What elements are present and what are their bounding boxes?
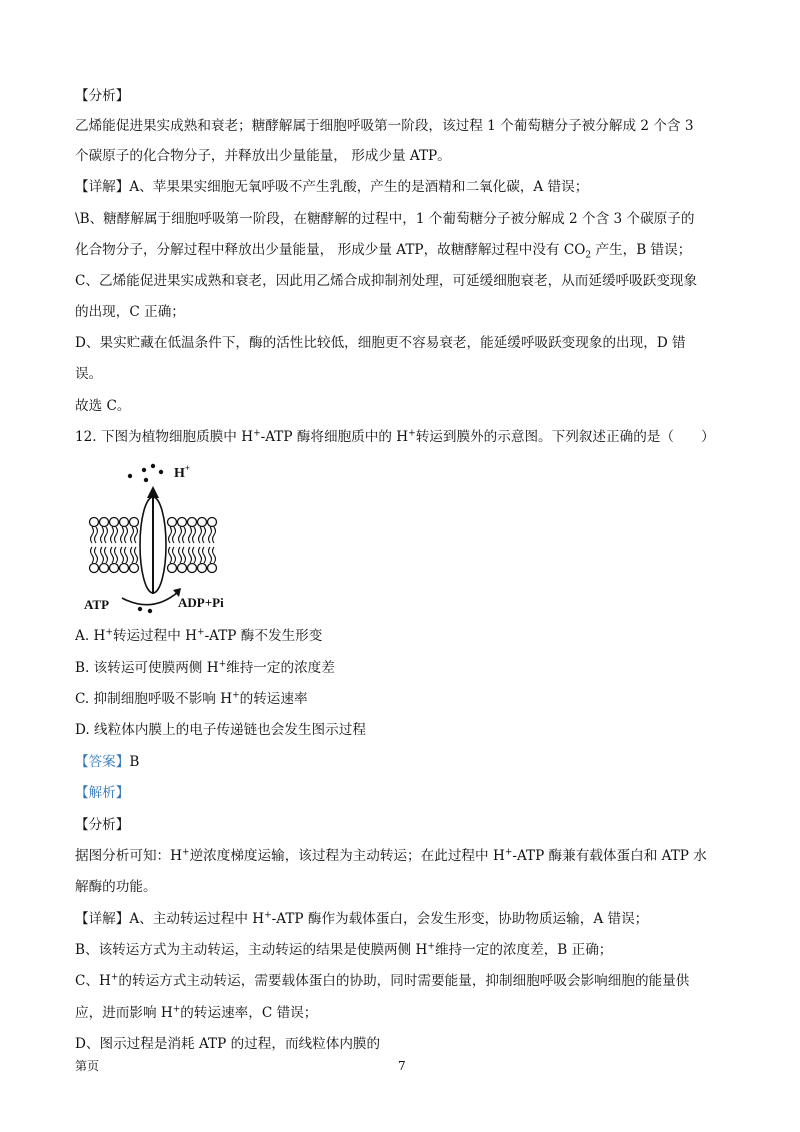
h-plus-sup: + xyxy=(253,428,261,439)
detail2-part: B、该转运方式为主动转运，主动转运的结果是使膜两侧 H xyxy=(75,942,428,958)
detail-b-1: \B、糖酵解属于细胞呼吸第一阶段，在糖酵解的过程中，1 个葡萄糖分子被分解成 2 个含 3 个碳原子的 xyxy=(75,211,695,227)
h-ion-dot xyxy=(138,607,142,611)
h-plus-sup: + xyxy=(197,627,205,638)
analysis2-part: 据图分析可知：H xyxy=(75,848,183,864)
atp-hydrolysis-arrow xyxy=(122,592,178,605)
detail-b-2 xyxy=(75,240,691,260)
h-plus-sup: + xyxy=(427,941,435,952)
answer-label: 【答案】 xyxy=(75,754,130,770)
membrane-diagram xyxy=(82,456,252,616)
jiexi-heading: 【解析】 xyxy=(75,785,130,801)
detail-c-1: C、乙烯能促进果实成熟和衰老，因此用乙烯合成抑制剂处理，可延缓细胞衰老，从而延缓呼吸跃变现象 xyxy=(75,273,698,289)
atp-label: ATP xyxy=(84,597,110,612)
detail2-part: -ATP 酶作为载体蛋白，会发生形变，协助物质运输，A 错误； xyxy=(271,911,649,927)
h-ion-dot xyxy=(142,468,146,472)
stem-part-a: 12. 下图为植物细胞质膜中 H xyxy=(75,429,254,445)
h-plus-sup: + xyxy=(232,690,240,701)
detail-b-2-post: 产生，B 错误； xyxy=(591,242,692,258)
h-plus-sup: + xyxy=(264,910,272,921)
analysis2-part: -ATP 酶兼有载体蛋白和 ATP 水 xyxy=(512,848,707,864)
h-plus-sup: + xyxy=(105,627,113,638)
detail2-b xyxy=(75,940,612,960)
h-plus-sup: + xyxy=(182,847,190,858)
adp-pi-label: ADP+Pi xyxy=(178,595,224,610)
analysis2-part: 逆浓度梯度运输，该过程为主动转运；在此过程中 H xyxy=(189,848,505,864)
h-plus-sup: + xyxy=(408,428,416,439)
choice-line: 故选 C。 xyxy=(75,398,131,414)
detail-c-2: 的出现，C 正确； xyxy=(75,304,185,320)
answer-line xyxy=(75,752,139,772)
analysis-text-1: 乙烯能促进果实成熟和衰老；糖酵解属于细胞呼吸第一阶段，该过程 1 个葡萄糖分子被分解成 2 个含 3 xyxy=(75,118,694,134)
footer-label: 第页 xyxy=(75,1059,100,1073)
question-12-stem xyxy=(75,427,715,447)
detail2-c-2 xyxy=(75,1003,317,1023)
detail2-part: 的转运速率，C 错误； xyxy=(180,1005,318,1021)
transport-arrow-head xyxy=(147,486,159,498)
detail2-c-1 xyxy=(75,971,689,991)
detail-d-1: D、果实贮藏在低温条件下，酶的活性比较低，细胞更不容易衰老，能延缓呼吸跃变现象的出现，D 错 xyxy=(75,335,686,351)
h-ion-dot xyxy=(151,464,155,468)
page-number: 7 xyxy=(398,1059,406,1073)
option-a-part: A. H xyxy=(75,628,106,644)
stem-part-b: -ATP 酶将细胞质中的 H xyxy=(260,429,409,445)
detail2-a xyxy=(75,909,648,929)
analysis-heading-1: 【分析】 xyxy=(75,88,130,104)
option-b-part: B. 该转运可使膜两侧 H xyxy=(75,660,219,676)
option-c-part: C. 抑制细胞呼吸不影响 H xyxy=(75,691,233,707)
option-c xyxy=(75,689,308,709)
analysis-text-2: 个碳原子的化合物分子，并释放出少量能量， 形成少量 ATP。 xyxy=(75,148,451,164)
option-b xyxy=(75,658,335,678)
h-ion-dot xyxy=(148,609,152,613)
option-b-part: 维持一定的浓度差 xyxy=(226,660,335,676)
analysis-heading-2: 【分析】 xyxy=(75,817,130,833)
option-a-part: 转运过程中 H xyxy=(112,628,198,644)
option-d: D. 线粒体内膜上的电子传递链也会发生图示过程 xyxy=(75,722,366,738)
detail2-d: D、图示过程是消耗 ATP 的过程，而线粒体内膜的 xyxy=(75,1036,381,1052)
detail-b-2-pre: 化合物分子，分解过程中释放出少量能量， 形成少量 ATP，故糖酵解过程中没有 CO xyxy=(75,242,586,258)
detail2-part: 的转运方式主动转运，需要载体蛋白的协助，同时需要能量，抑制细胞呼吸会影响细胞的能量供 xyxy=(118,973,690,989)
analysis2-text-2: 解酶的功能。 xyxy=(75,879,157,895)
detail2-part: C、H xyxy=(75,973,111,989)
h-ion-dot xyxy=(159,470,163,474)
h-ion-dot xyxy=(144,478,148,482)
analysis2-text-1 xyxy=(75,846,707,866)
answer-value: B xyxy=(129,754,140,770)
h-plus-sup: + xyxy=(504,847,513,858)
co2-subscript: 2 xyxy=(585,250,592,261)
h-ion-dot xyxy=(128,474,132,478)
detail-d-2: 误。 xyxy=(75,366,103,382)
detail2-part: 应，进而影响 H xyxy=(75,1005,173,1021)
option-a-part: -ATP 酶不发生形变 xyxy=(204,628,323,644)
h-plus-sup: + xyxy=(172,1004,181,1015)
option-a xyxy=(75,626,322,646)
h-plus-sup: + xyxy=(110,972,119,983)
detail2-part: 【详解】A、主动转运过程中 H xyxy=(75,911,265,927)
option-c-part: 的转运速率 xyxy=(239,691,308,707)
detail-a: 【详解】A、苹果果实细胞无氧呼吸不产生乳酸，产生的是酒精和二氧化碳，A 错误； xyxy=(75,179,589,195)
membrane-atpase-figure xyxy=(82,456,252,616)
stem-part-c: 转运到膜外的示意图。下列叙述正确的是（ ） xyxy=(415,429,715,445)
detail2-part: 维持一定的浓度差，B 正确； xyxy=(434,942,613,958)
h-plus-label: H+ xyxy=(174,463,191,481)
h-plus-sup: + xyxy=(218,659,227,670)
